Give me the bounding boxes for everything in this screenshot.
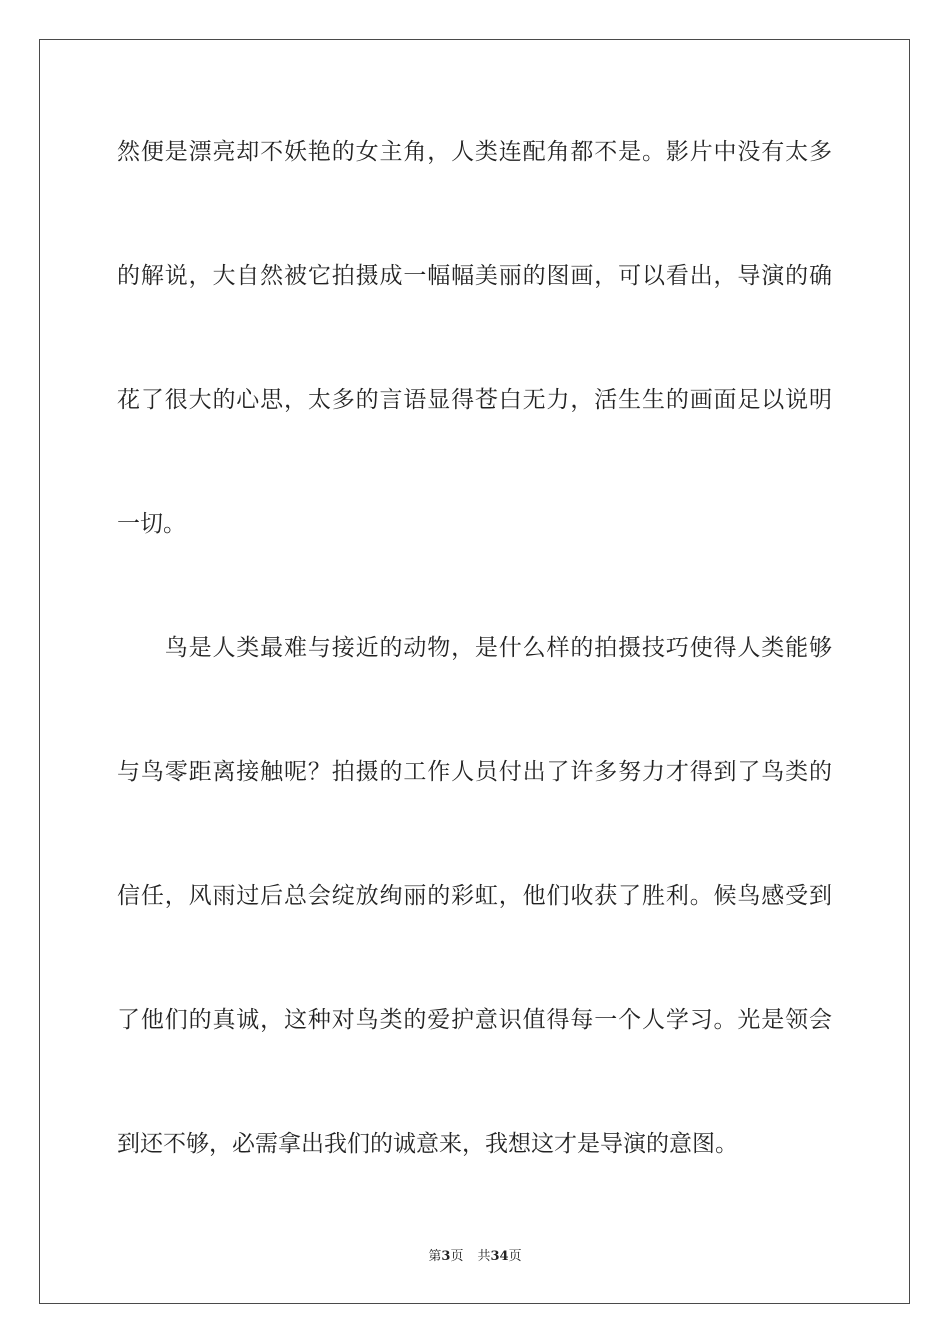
page-border [39,39,910,1304]
paragraph-line-7: 信任，风雨过后总会绽放绚丽的彩虹，他们收获了胜利。候鸟感受到 [117,883,832,909]
page-footer [0,1248,950,1266]
paragraph-line-1: 然便是漂亮却不妖艳的女主角，人类连配角都不是。影片中没有太多 [117,139,832,165]
footer-total-prefix: 共 [477,1249,491,1264]
footer-page-current: 3 [441,1249,451,1264]
footer-page-total: 34 [490,1249,509,1264]
paragraph-line-4: 一切。 [117,511,186,537]
paragraph-line-2: 的解说，大自然被它拍摄成一幅幅美丽的图画，可以看出，导演的确 [117,263,832,289]
paragraph-line-8: 了他们的真诚，这种对鸟类的爱护意识值得每一个人学习。光是领会 [117,1007,832,1033]
footer-page-suffix: 页 [450,1249,464,1264]
paragraph-line-6: 与鸟零距离接触呢？拍摄的工作人员付出了许多努力才得到了鸟类的 [117,759,832,785]
paragraph-line-9: 到还不够，必需拿出我们的诚意来，我想这才是导演的意图。 [117,1131,738,1157]
footer-total-suffix: 页 [508,1249,522,1264]
paragraph-line-3: 花了很大的心思，太多的言语显得苍白无力，活生生的画面足以说明 [117,387,832,413]
footer-page-prefix: 第 [428,1249,442,1264]
paragraph-line-5: 鸟是人类最难与接近的动物，是什么样的拍摄技巧使得人类能够 [117,635,832,661]
